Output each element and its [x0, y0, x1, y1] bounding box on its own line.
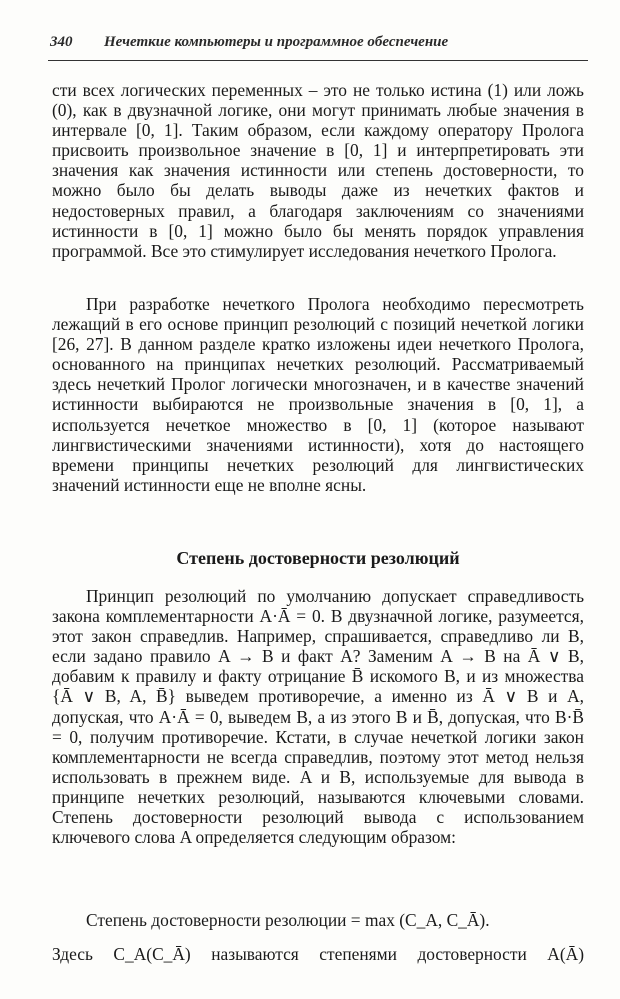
paragraph-1: сти всех логических переменных – это не только истина (1) или ложь (0), как в двузначной логике, они могут принимать любые значения в интервале [0, 1]. Таким образом, если каждому оператору Пролога присвоить произвольное значение в [0, 1] и интерпретировать эти значения как значения истинности или степень достоверности, то можно было бы делать выводы даже из нечетких фактов и недостоверных правил, а благодаря заключениям со значениями истинности в [0, 1] можно было бы менять порядок управления программой. Все это стимулирует исследования нечеткого Пролога.: [52, 80, 584, 261]
last-line: Здесь C_A(C_Ā) называются степенями достоверности A(Ā): [52, 944, 584, 964]
header-rule: [48, 60, 588, 61]
paragraph-continued: [52, 80, 584, 261]
running-head: [50, 34, 590, 58]
formula-line: Степень достоверности резолюции = max (C_A, C_Ā).: [86, 910, 490, 930]
running-title: Нечеткие компьютеры и программное обеспечение: [104, 34, 449, 50]
page-number: 340: [50, 34, 73, 50]
paragraph-3: Принцип резолюций по умолчанию допускает справедливость закона комплементарности A·Ā = 0. В двузначной логике, разумеется, этот закон справедлив. Например, спрашивается, справедливо ли B, если задано правило A → B и факт A? Заменим A → B на Ā ∨ B, добавим к правилу и факту отрицание B̄ искомого B, и из множества {Ā ∨ B, A, B̄} выведем противоречие, а именно из Ā ∨ B и A, допуская, что A·Ā = 0, выведем B, а из этого B и B̄, допуская, что B·B̄ = 0, получим противоречие. Кстати, в случае нечеткой логики закон комплементарности не всегда справедлив, поэтому этот метод нельзя использовать в прежнем виде. A и B, используемые для вывода в принципе нечетких резолюций, называются ключевыми словами. Степень достоверности резолюций вывода с использованием ключевого слова A определяется следующим образом:: [52, 586, 584, 848]
paragraph-block-2: [52, 294, 584, 495]
paragraph-block-3: [52, 586, 584, 847]
section-heading: Степень достоверности резолюций: [176, 548, 460, 568]
paragraph-2: При разработке нечеткого Пролога необходимо пересмотреть лежащий в его основе принцип резолюций с позиций нечеткой логики [26, 27]. В данном разделе кратко изложены идеи нечеткого Пролога, основанного на принципах нечетких резолюций. Рассматриваемый здесь нечеткий Пролог логически многозначен, и в качестве значений истинности выбираются не произвольные значения в [0, 1], а используется нечеткое множество в [0, 1] (которое называют лингвистическими значениями истинности), хотя до настоящего времени принципы нечетких резолюций для лингвистических значений истинности еще не вполне ясны.: [52, 294, 584, 495]
